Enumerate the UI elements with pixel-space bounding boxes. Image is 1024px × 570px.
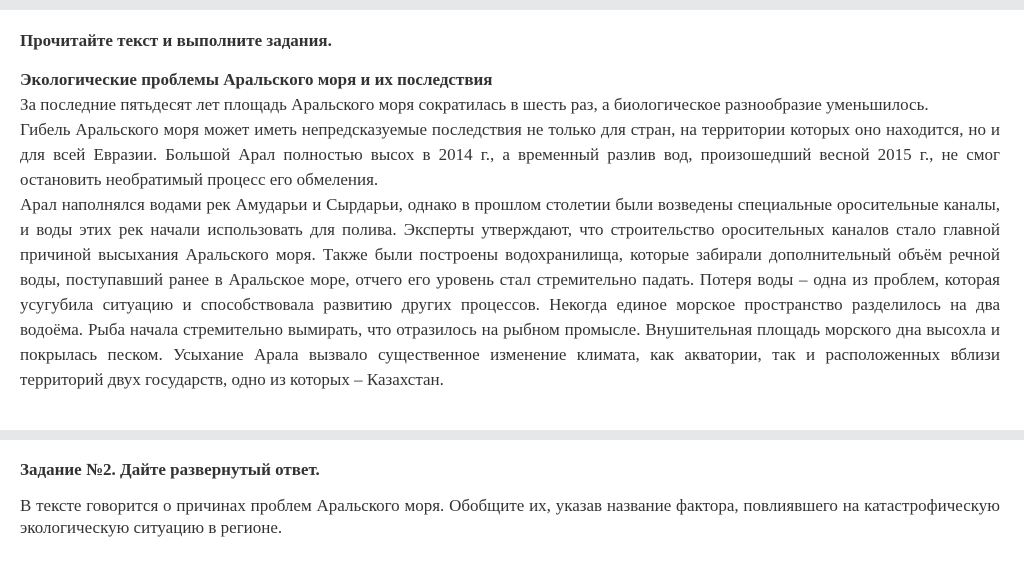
paragraph-1: За последние пятьдесят лет площадь Аральского моря сократилась в шесть раз, а биологическое разнообразие уменьшилось. xyxy=(20,95,929,114)
task-text: В тексте говорится о причинах проблем Аральского моря. Обобщите их, указав название фактора, повлиявшего на катастрофическую экологическую ситуацию в регионе. xyxy=(20,496,1000,537)
paragraph-2: Гибель Аральского моря может иметь непредсказуемые последствия не только для стран, на территории которых оно находится, но и для всей Евразии. Большой Арал полностью высох в 2014 г., а временный разлив вод, произошедший весной 2015 г., не смог остановить необратимый процесс его обмеления. xyxy=(20,120,1000,189)
paragraph-3: Арал наполнялся водами рек Амударьи и Сырдарьи, однако в прошлом столетии были возведены специальные оросительные каналы, и воды этих рек начали использовать для полива. Эксперты утверждают, что строительство оросительных каналов стало главной причиной высыхания Аральского моря. Также были построены водохранилища, которые забирали дополнительный объём речной воды, поступавший ранее в Аральское море, отчего его уровень стал стремительно падать. Потеря воды – одна из проблем, которая усугубила ситуацию и способствовала развитию других процессов. Некогда единое морское пространство разделилось на два водоёма. Рыба начала стремительно вымирать, что отразилось на рыбном промысле. Внушительная площадь морского дна высохла и покрылась песком. Усыхание Арала вызвало существенное изменение климата, как акватории, так и расположенных вблизи территорий двух государств, одно из которых – Казахстан. xyxy=(20,195,1000,389)
text-title: Экологические проблемы Аральского моря и их последствия xyxy=(20,70,493,89)
instruction-heading: Прочитайте текст и выполните задания. xyxy=(20,31,332,50)
task-title: Задание №2. Дайте развернутый ответ. xyxy=(20,460,320,479)
task-card xyxy=(0,440,1024,570)
reading-card xyxy=(0,10,1024,430)
